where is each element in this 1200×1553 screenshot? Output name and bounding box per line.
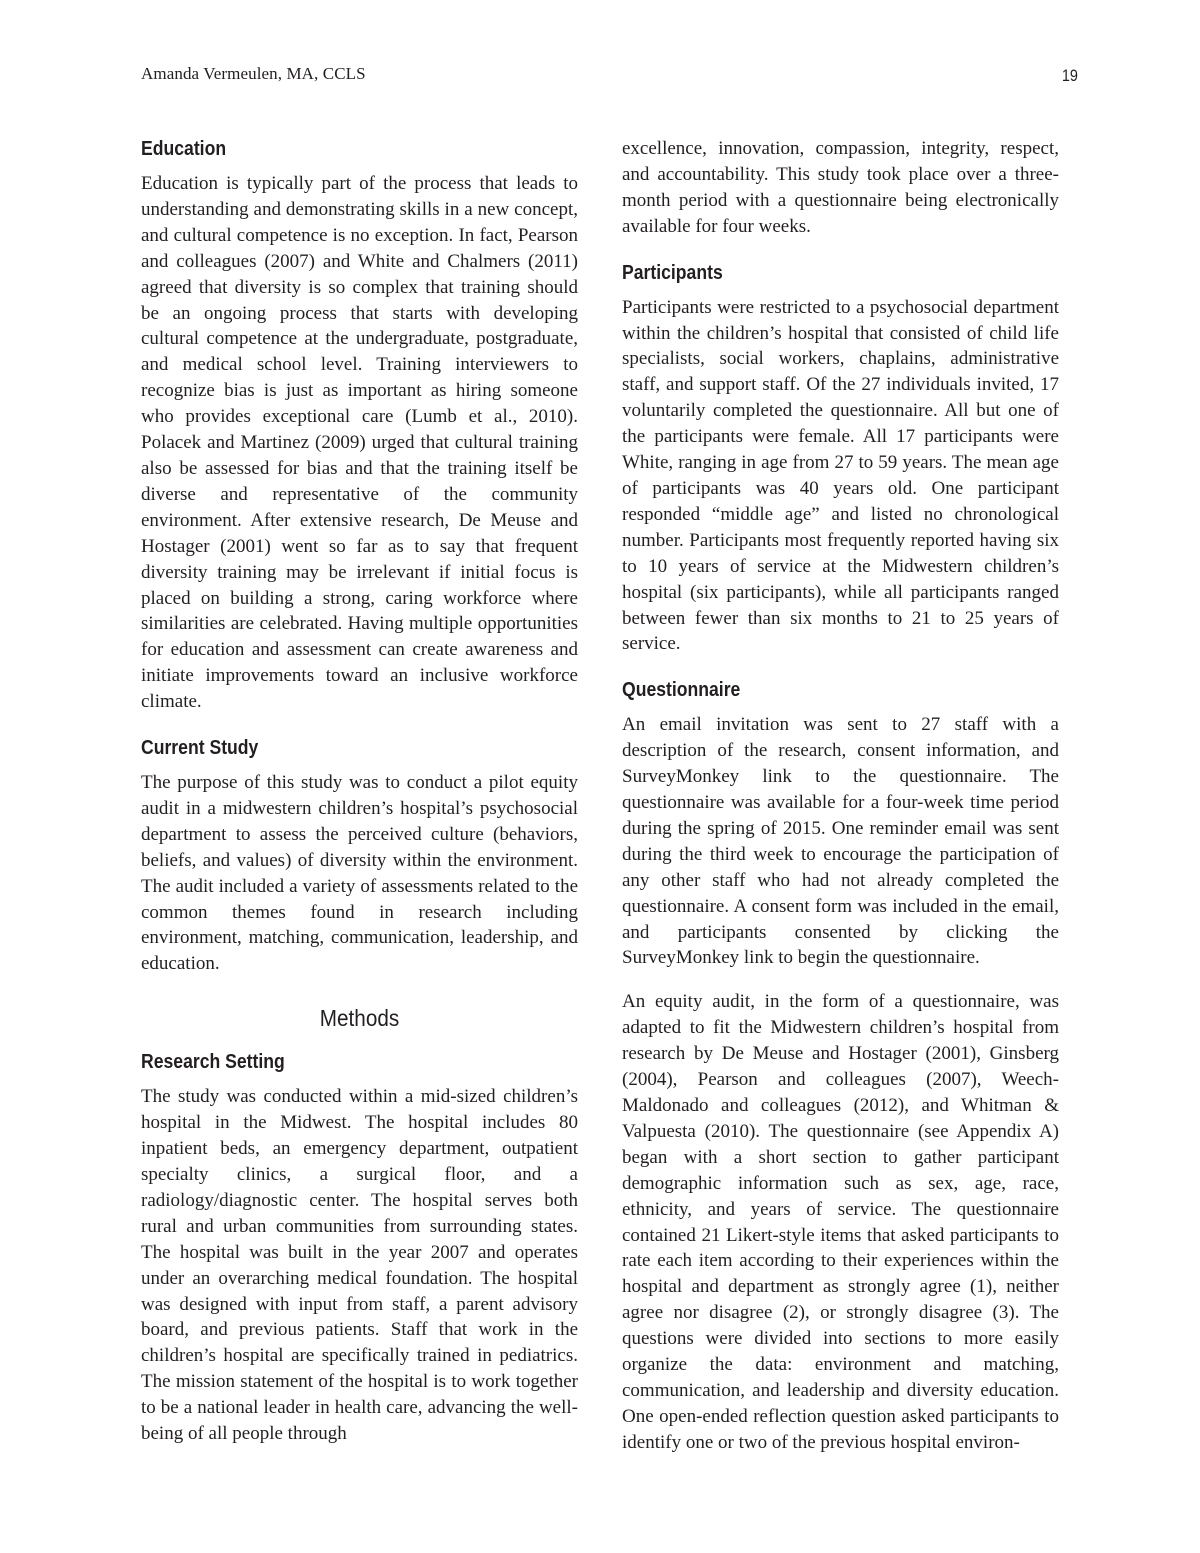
research-setting-heading: Research Setting [141,1051,285,1074]
questionnaire-paragraph-2: An equity audit, in the form of a questionnaire, was adapted to fit the Midwestern children’s hospital from research by De Meuse and Hostager (2001), Ginsberg (2004), Pearson and colleagues (2007), Weech-Maldonado and colleagues (2012), and Whitman & Valpuesta (2010). The questionnaire (see Appendix A) began with a short section to gather participant demographic information such as sex, age, race, ethnicity, and years of service. The questionnaire contained 21 Likert-style items that asked participants to rate each item according to their experiences within the hospital and department as strongly agree (1), neither agree nor disagree (2), or strongly disagree (3). The questions were divided into sections to more easily organize the data: environment and matching, communication, and leadership and diversity education. One open-ended reflection question asked participants to identify one or two of the previous hospital environ- [622,991,1059,1453]
participants-heading: Participants [622,261,723,284]
questionnaire-paragraph-1: An email invitation was sent to 27 staff with a description of the research, consent information, and SurveyMonkey link to the questionnaire. The questionnaire was available for a four-week time period during the spring of 2015. One reminder email was sent during the third week to encourage the participation of any other staff who had not already completed the questionnaire. A consent form was included in the email, and participants consented by clicking the SurveyMonkey link to begin the questionnaire. [622,714,1059,969]
education-heading: Education [141,138,227,160]
continuation-paragraph: excellence, innovation, compassion, integrity, respect, and accountability. This study took place over a three-month period with a questionnaire being electronically available for four weeks. [622,138,1059,237]
questionnaire-heading: Questionnaire [622,679,741,702]
methods-heading: Methods [319,1005,400,1032]
current-study-paragraph: The purpose of this study was to conduct a pilot equity audit in a midwestern children’s hospital’s psychosocial department to assess the perceived culture (behaviors, beliefs, and values) of diversity within the environment. The audit included a variety of assessments related to the common themes found in research including environment, matching, communication, leadership, and education. [141,772,578,975]
education-paragraph: Education is typically part of the process that leads to understanding and demonstrating skills in a new concept, and cultural competence is no exception. In fact, Pearson and colleagues (2007) and White and Chalmers (2011) agreed that diversity is so complex that training should be an ongoing process that starts with developing cultural competence at the undergraduate, postgraduate, and medical school level. Training interviewers to recognize bias is just as important as hiring someone who provides exceptional care (Lumb et al., 2010). Polacek and Martinez (2009) urged that cultural training also be assessed for bias and that the training itself be diverse and representative of the community environment. After extensive research, De Meuse and Hostager (2001) went so far as to say that frequent diversity training may be irrelevant if initial focus is placed on building a strong, caring workforce where similarities are celebrated. Having multiple opportunities for education and assessment can create awareness and initiate improvements toward an inclusive workforce climate. [141,173,578,713]
participants-paragraph: Participants were restricted to a psychosocial department within the children’s hospital that consisted of child life specialists, social workers, chaplains, administrative staff, and support staff. Of the 27 individuals invited, 17 voluntarily completed the questionnaire. All but one of the participants were female. All 17 participants were White, ranging in age from 27 to 59 years. The mean age of participants was 40 years old. One participant responded “middle age” and listed no chronological number. Participants most frequently reported having six to 10 years of service at the Midwestern children’s hospital (six participants), while all participants ranged between fewer than six months to 21 to 25 years of service. [622,296,1059,655]
research-setting-paragraph: The study was conducted within a mid-sized children’s hospital in the Midwest. The hospital includes 80 inpatient beds, an emergency department, outpatient specialty clinics, a surgical floor, and a radiology/diagnostic center. The hospital serves both rural and urban communities from surrounding states. The hospital was built in the year 2007 and operates under an overarching medical foundation. The hospital was designed with input from staff, a parent advisory board, and previous patients. Staff that work in the children’s hospital are specifically trained in pediatrics. The mission statement of the hospital is to work together to be a national leader in health care, advancing the well-being of all people through [141,1086,578,1445]
left-column [141,136,578,1447]
page-number: 19 [1061,66,1078,85]
running-head: Amanda Vermeulen, MA, CCLS [141,64,366,83]
right-column [622,136,1059,1456]
current-study-heading: Current Study [141,737,259,760]
